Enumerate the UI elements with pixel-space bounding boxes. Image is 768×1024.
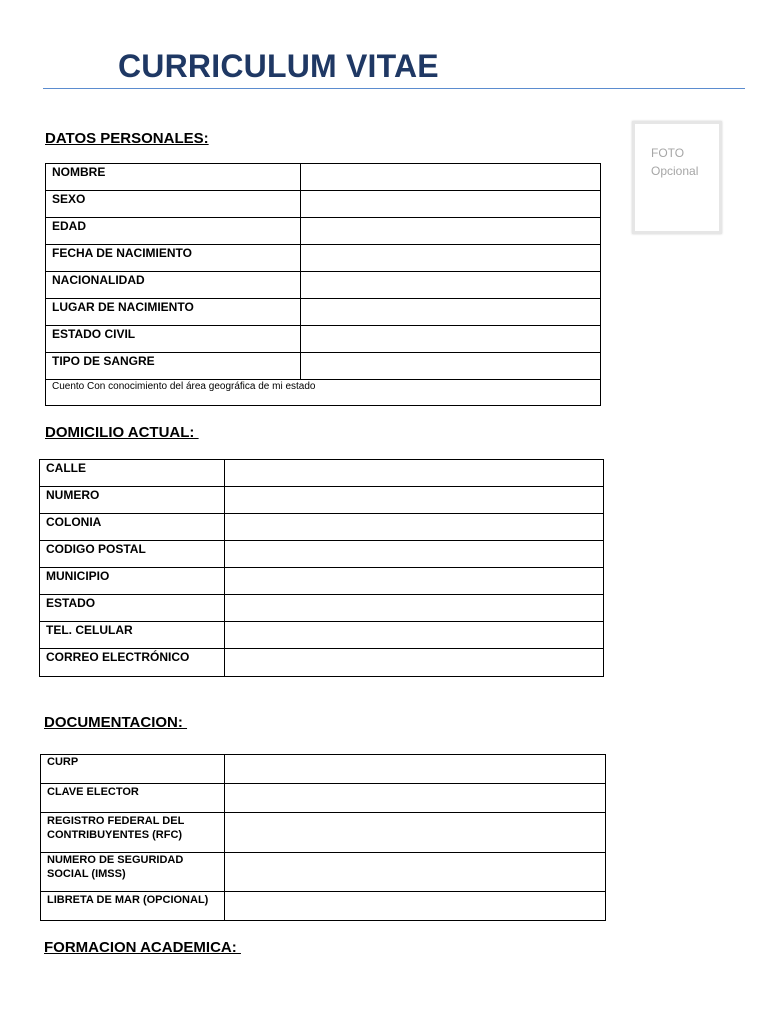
table-row — [46, 353, 601, 380]
field-label-libreta-mar: LIBRETA DE MAR (OPCIONAL) — [41, 892, 225, 921]
section-heading-education: FORMACION ACADEMICA: — [44, 939, 241, 956]
correo-field[interactable] — [225, 649, 604, 677]
curp-field[interactable] — [225, 755, 606, 784]
numero-field[interactable] — [225, 487, 604, 514]
area-knowledge-note: Cuento Con conocimiento del área geográfica de mi estado — [46, 380, 601, 406]
photo-placeholder[interactable] — [632, 121, 722, 234]
table-row — [46, 245, 601, 272]
field-label-imss: NUMERO DE SEGURIDAD SOCIAL (IMSS) — [41, 853, 225, 892]
field-label-numero: NUMERO — [40, 487, 225, 514]
table-row — [41, 892, 606, 921]
municipio-field[interactable] — [225, 568, 604, 595]
sexo-field[interactable] — [301, 191, 601, 218]
table-row — [46, 164, 601, 191]
title-divider — [43, 88, 745, 89]
nombre-field[interactable] — [301, 164, 601, 191]
lugar-nacimiento-field[interactable] — [301, 299, 601, 326]
field-label-codigo-postal: CODIGO POSTAL — [40, 541, 225, 568]
photo-optional-label: Opcional — [651, 164, 699, 178]
codigo-postal-field[interactable] — [225, 541, 604, 568]
field-label-tel-celular: TEL. CELULAR — [40, 622, 225, 649]
table-row — [40, 514, 604, 541]
field-label-fecha-nacimiento: FECHA DE NACIMIENTO — [46, 245, 301, 272]
imss-field[interactable] — [225, 853, 606, 892]
personal-data-table — [45, 163, 601, 406]
colonia-field[interactable] — [225, 514, 604, 541]
rfc-field[interactable] — [225, 813, 606, 853]
field-label-lugar-nacimiento: LUGAR DE NACIMIENTO — [46, 299, 301, 326]
nacionalidad-field[interactable] — [301, 272, 601, 299]
calle-field[interactable] — [225, 460, 604, 487]
table-row — [46, 218, 601, 245]
section-heading-address: DOMICILIO ACTUAL: — [45, 424, 199, 441]
clave-elector-field[interactable] — [225, 784, 606, 813]
documentation-table — [40, 754, 606, 921]
table-row — [41, 755, 606, 784]
table-row — [41, 853, 606, 892]
estado-civil-field[interactable] — [301, 326, 601, 353]
page-title: CURRICULUM VITAE — [118, 48, 439, 84]
table-row — [40, 649, 604, 677]
field-label-estado: ESTADO — [40, 595, 225, 622]
section-heading-personal: DATOS PERSONALES: — [45, 130, 209, 147]
table-row — [46, 191, 601, 218]
field-label-clave-elector: CLAVE ELECTOR — [41, 784, 225, 813]
field-label-nacionalidad: NACIONALIDAD — [46, 272, 301, 299]
fecha-nacimiento-field[interactable] — [301, 245, 601, 272]
table-row — [46, 299, 601, 326]
tel-celular-field[interactable] — [225, 622, 604, 649]
photo-label: FOTO — [651, 146, 685, 160]
field-label-sexo: SEXO — [46, 191, 301, 218]
table-row — [40, 568, 604, 595]
table-row — [46, 380, 601, 406]
field-label-calle: CALLE — [40, 460, 225, 487]
tipo-sangre-field[interactable] — [301, 353, 601, 380]
field-label-tipo-sangre: TIPO DE SANGRE — [46, 353, 301, 380]
field-label-nombre: NOMBRE — [46, 164, 301, 191]
table-row — [40, 460, 604, 487]
libreta-mar-field[interactable] — [225, 892, 606, 921]
table-row — [46, 272, 601, 299]
table-row — [41, 813, 606, 853]
field-label-curp: CURP — [41, 755, 225, 784]
field-label-estado-civil: ESTADO CIVIL — [46, 326, 301, 353]
table-row — [40, 541, 604, 568]
table-row — [40, 595, 604, 622]
table-row — [40, 622, 604, 649]
address-table — [39, 459, 604, 677]
table-row — [41, 784, 606, 813]
field-label-rfc: REGISTRO FEDERAL DEL CONTRIBUYENTES (RFC) — [41, 813, 225, 853]
field-label-colonia: COLONIA — [40, 514, 225, 541]
field-label-edad: EDAD — [46, 218, 301, 245]
field-label-correo: CORREO ELECTRÓNICO — [40, 649, 225, 677]
field-label-municipio: MUNICIPIO — [40, 568, 225, 595]
section-heading-documentation: DOCUMENTACION: — [44, 714, 188, 731]
table-row — [46, 326, 601, 353]
estado-field[interactable] — [225, 595, 604, 622]
table-row — [40, 487, 604, 514]
edad-field[interactable] — [301, 218, 601, 245]
